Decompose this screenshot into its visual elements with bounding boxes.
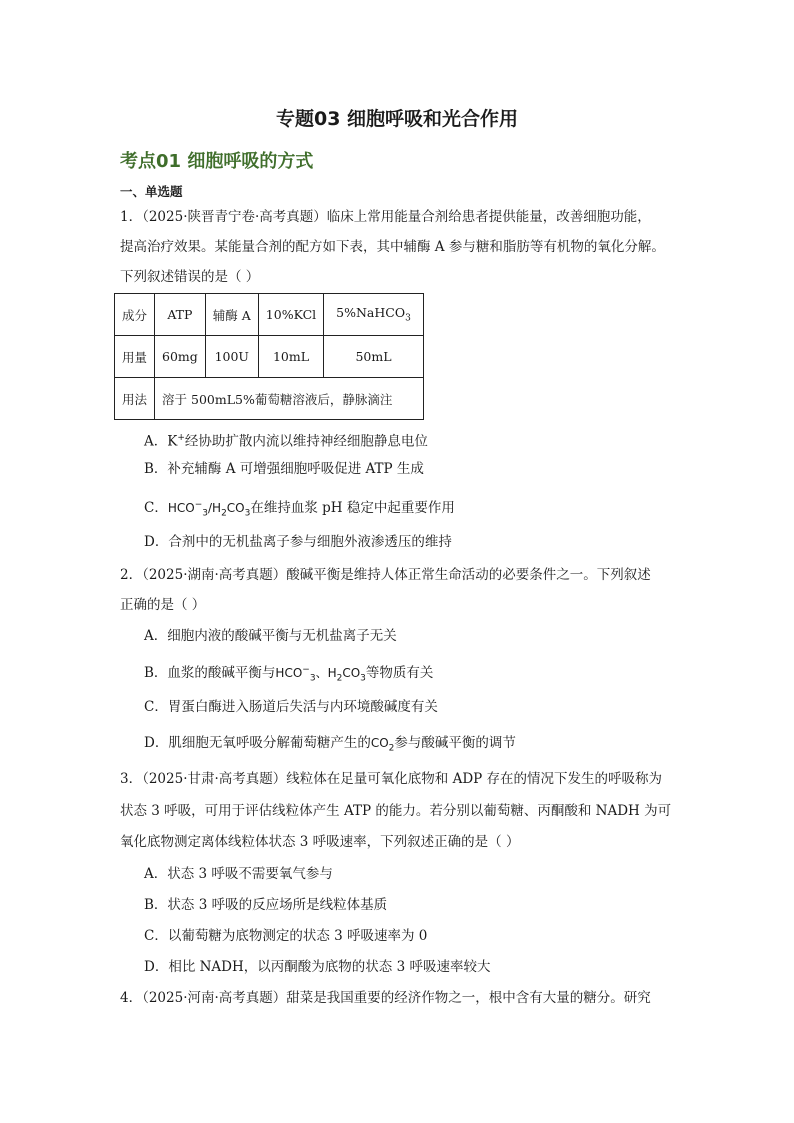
table-row <box>115 336 424 378</box>
section-heading: 考点01 细胞呼吸的方式 <box>120 151 314 172</box>
q3-option-a: A．状态 3 呼吸不需要氧气参与 <box>144 866 333 882</box>
q2-option-c: C．胃蛋白酶进入肠道后失活与内环境酸碱度有关 <box>144 699 438 715</box>
option-text: 经协助扩散内流以维持神经细胞静息电位 <box>184 433 428 450</box>
recipe-table <box>114 293 424 420</box>
chem-formula <box>167 500 251 519</box>
chem-text: /H <box>207 501 222 515</box>
subscript: 2 <box>388 743 395 754</box>
q3-option-d: D．相比 NADH，以丙酮酸为底物的状态 3 呼吸速率较大 <box>144 959 491 975</box>
table-cell: 用量 <box>115 336 155 378</box>
q1-option-c <box>144 495 455 523</box>
table-cell: 用法 <box>115 378 155 420</box>
table-cell: 10mL <box>258 336 323 378</box>
table-row <box>115 294 424 336</box>
q3-option-b: B．状态 3 呼吸的反应场所是线粒体基质 <box>144 897 388 913</box>
subscript: 3 <box>309 673 316 684</box>
table-row <box>115 378 424 420</box>
q1-option-b: B．补充辅酶 A 可增强细胞呼吸促进 ATP 生成 <box>144 461 424 477</box>
option-text: B．血浆的酸碱平衡与 <box>144 665 276 681</box>
table-cell: 50mL <box>324 336 424 378</box>
q1-stem-line2: 提高治疗效果。某能量合剂的配方如下表，其中辅酶 A 参与糖和脂肪等有机物的氧化分解。 <box>120 239 665 255</box>
q2-option-b <box>144 660 433 688</box>
q1-option-a <box>144 428 428 452</box>
chem-text: CO <box>226 501 245 515</box>
table-cell: 10%KCl <box>258 294 323 336</box>
option-text: 在维持血浆 pH 稳定中起重要作用 <box>250 500 455 516</box>
q3-stem-line2: 状态 3 呼吸，可用于评估线粒体产生 ATP 的能力。若分别以葡萄糖、丙酮酸和 NADH 为可 <box>120 803 672 819</box>
page-title: 专题03 细胞呼吸和光合作用 <box>275 108 519 130</box>
chem-text: HCO <box>167 501 195 515</box>
chem-formula <box>370 736 395 754</box>
q1-option-d: D．合剂中的无机盐离子参与细胞外液渗透压的维持 <box>144 534 452 550</box>
table-cell: 辅酶 A <box>205 294 258 336</box>
cell-text: 5%NaHCO <box>336 305 406 321</box>
table-cell <box>324 294 424 336</box>
q2-stem-line2: 正确的是（ ） <box>120 597 206 613</box>
chem-text: CO <box>342 666 361 680</box>
subscript: 2 <box>221 508 227 519</box>
q1-stem-line3: 下列叙述错误的是（ ） <box>120 269 260 285</box>
q2-option-a: A．细胞内液的酸碱平衡与无机盐离子无关 <box>144 628 397 644</box>
option-text: 等物质有关 <box>365 665 434 681</box>
subscript: 3 <box>360 673 366 684</box>
chem-formula <box>275 665 366 684</box>
q3-option-c: C．以葡萄糖为底物测定的状态 3 呼吸速率为 0 <box>144 928 428 944</box>
table-cell: 成分 <box>115 294 155 336</box>
q2-option-d <box>144 733 516 758</box>
table-cell: 60mg <box>155 336 206 378</box>
subscript: 2 <box>336 673 343 684</box>
option-text: A．K <box>144 433 178 450</box>
q4-stem-line1: 4．（2025·河南·高考真题）甜菜是我国重要的经济作物之一，根中含有大量的糖分。研究 <box>120 990 651 1006</box>
subscript: 3 <box>244 508 251 519</box>
chem-text: 、H <box>315 666 337 680</box>
option-text: C． <box>144 500 168 516</box>
q1-stem-line1: 1．（2025·陕晋青宁卷·高考真题）临床上常用能量合剂给患者提供能量，改善细胞功能， <box>120 209 651 225</box>
option-text: D．肌细胞无氧呼吸分解葡萄糖产生的 <box>144 735 371 751</box>
subscript: 3 <box>405 313 411 324</box>
table-cell: ATP <box>155 294 206 336</box>
q3-stem-line1: 3．（2025·甘肃·高考真题）线粒体在足量可氧化底物和 ADP 存在的情况下发生的呼吸称为 <box>120 771 663 787</box>
superscript: − <box>302 665 310 675</box>
option-text: 参与酸碱平衡的调节 <box>394 735 516 751</box>
subsection-heading: 一、单选题 <box>120 184 183 199</box>
q3-stem-line3: 氧化底物测定离体线粒体状态 3 呼吸速率，下列叙述正确的是（ ） <box>120 834 520 850</box>
q2-stem-line1: 2．（2025·湖南·高考真题）酸碱平衡是维持人体正常生命活动的必要条件之一。下列叙述 <box>120 567 651 583</box>
superscript: + <box>177 433 185 443</box>
superscript: − <box>194 500 203 510</box>
chem-text: HCO <box>275 666 303 680</box>
chem-text: CO <box>370 736 389 750</box>
table-cell: 100U <box>205 336 258 378</box>
subscript: 3 <box>202 508 208 519</box>
table-cell: 溶于 500mL5%葡萄糖溶液后，静脉滴注 <box>155 378 424 420</box>
